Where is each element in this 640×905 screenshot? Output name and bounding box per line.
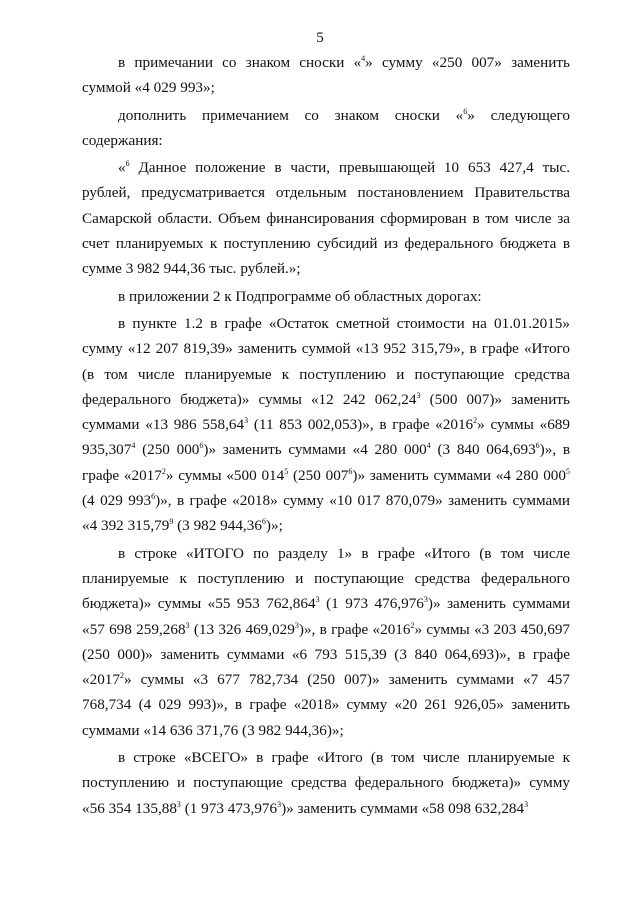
footnote-mark: 2 [161,466,166,476]
footnote-mark: 4 [361,54,366,63]
paragraph-item-1-2 [82,311,570,539]
footnote-mark: 3 [524,799,529,809]
footnote-mark: 3 [416,390,421,400]
text-run: )»; [265,517,283,535]
text-run: )» заменить суммами «4 280 000 [352,466,566,484]
footnote-mark: 6 [348,466,353,476]
text-run: » сумму «250 007» заменить суммой «4 029 993»; [82,54,570,97]
text-run: » суммы «3 677 782,734 (250 007)» заменить суммами «7 457 768,734 (4 029 993)», в графе «2018» сумму «20 261 926,05» заменить суммами «14 636 371,76 (3 982 944,36)»; [82,671,570,739]
text-run: в строке «ИТОГО по разделу 1» в графе «Итого (в том числе планируемые к поступлению и поступающие средства федерального бюджета)» суммы «55 953 762,864 [82,544,570,613]
footnote-mark: 5 [566,466,570,476]
footnote-mark: 5 [284,466,289,476]
footnote-mark: 2 [119,671,124,681]
text-run: « [118,159,126,177]
footnote-mark: 6 [535,441,540,451]
footnote-mark: 2 [410,620,415,630]
text-run: (13 326 469,029 [189,620,295,638]
text-run: (3 982 944,36 [173,517,262,535]
paragraph-grand-total [82,745,570,821]
text-run: (250 000 [135,441,200,459]
text-run: (11 853 002,053)», в графе «2016 [248,416,474,434]
paragraph-note-4-change [82,50,570,101]
text-run: )» заменить суммами «4 280 000 [203,441,427,459]
text-run: (4 029 993 [82,492,152,510]
text-run: )», в графе «2016 [298,620,411,638]
text-run: в строке «ВСЕГО» в графе «Итого (в том числе планируемые к поступлению и поступающие средства федерального бюджета)» сумму «56 354 135,88 [82,749,570,817]
text-run: )», в графе «2018» сумму «10 017 870,079» заменить суммами «4 392 315,79 [82,492,570,535]
text-run: (1 973 476,976 [319,595,424,613]
paragraph-add-note-6 [82,103,570,154]
footnote-mark: 3 [294,620,299,630]
paragraph-section-1-total [82,541,570,743]
footnote-mark: 6 [463,106,468,116]
text-run: » суммы «500 014 [165,466,285,484]
text-run: )» заменить суммами «57 698 259,268 [82,595,571,638]
footnote-mark: 9 [169,517,174,527]
text-run: в пункте 1.2 в графе «Остаток сметной стоимости на 01.01.2015» сумму «12 207 819,39» заменить суммой «13 952 315,79», в графе «Итого (в том числе планируемые к поступлению и поступающие средства федерального бюджета)» суммы «12 242 062,24 [82,314,570,408]
text-run: дополнить примечанием со знаком сноски « [118,106,464,124]
text-run: )» заменить суммами «58 098 632,284 [281,799,525,817]
footnote-mark: 3 [315,595,320,605]
footnote-mark: 3 [176,799,181,809]
page-number: 5 [316,30,324,46]
text-run: » суммы «3 203 450,697 (250 000)» заменить суммами «6 793 515,39 (3 840 064,693)», в графе «2017 [82,620,571,689]
footnote-mark: 3 [244,416,249,426]
text-run: » суммы «689 935,307 [82,416,570,459]
paragraph-note-6-text [82,155,570,281]
footnote-mark: 3 [185,620,190,630]
footnote-mark: 6 [125,159,130,169]
text-run: (250 007 [288,466,349,484]
text-run: » следующего содержания: [82,106,570,149]
footnote-mark: 6 [199,441,204,451]
text-run: в примечании со знаком сноски « [118,54,362,71]
text-run: (500 007)» заменить суммами «13 986 558,64 [82,390,570,434]
footnote-mark: 6 [151,492,156,502]
text-run: в приложении 2 к Подпрограмме об областных дорогах: [118,287,482,305]
document-body [82,50,570,821]
paragraph-appendix-2-intro [82,284,570,309]
footnote-mark: 6 [261,517,266,527]
footnote-mark: 3 [423,595,428,605]
text-run: Данное положение в части, превышающей 10 653 427,4 тыс. рублей, предусматривается отдельным постановлением Правительства Самарской области. Объем финансирования сформирован в том числе за счет планируемых к поступлению субсидий из федерального бюджета в сумме 3 982 944,36 тыс. рублей.»; [82,159,570,278]
footnote-mark: 3 [277,799,282,809]
footnote-mark: 4 [131,441,136,451]
text-run: )», в графе «2017 [82,441,570,484]
text-run: (1 973 473,976 [180,799,278,817]
footnote-mark: 4 [426,441,431,451]
text-run: (3 840 064,693 [430,441,536,459]
footnote-mark: 2 [473,416,478,426]
